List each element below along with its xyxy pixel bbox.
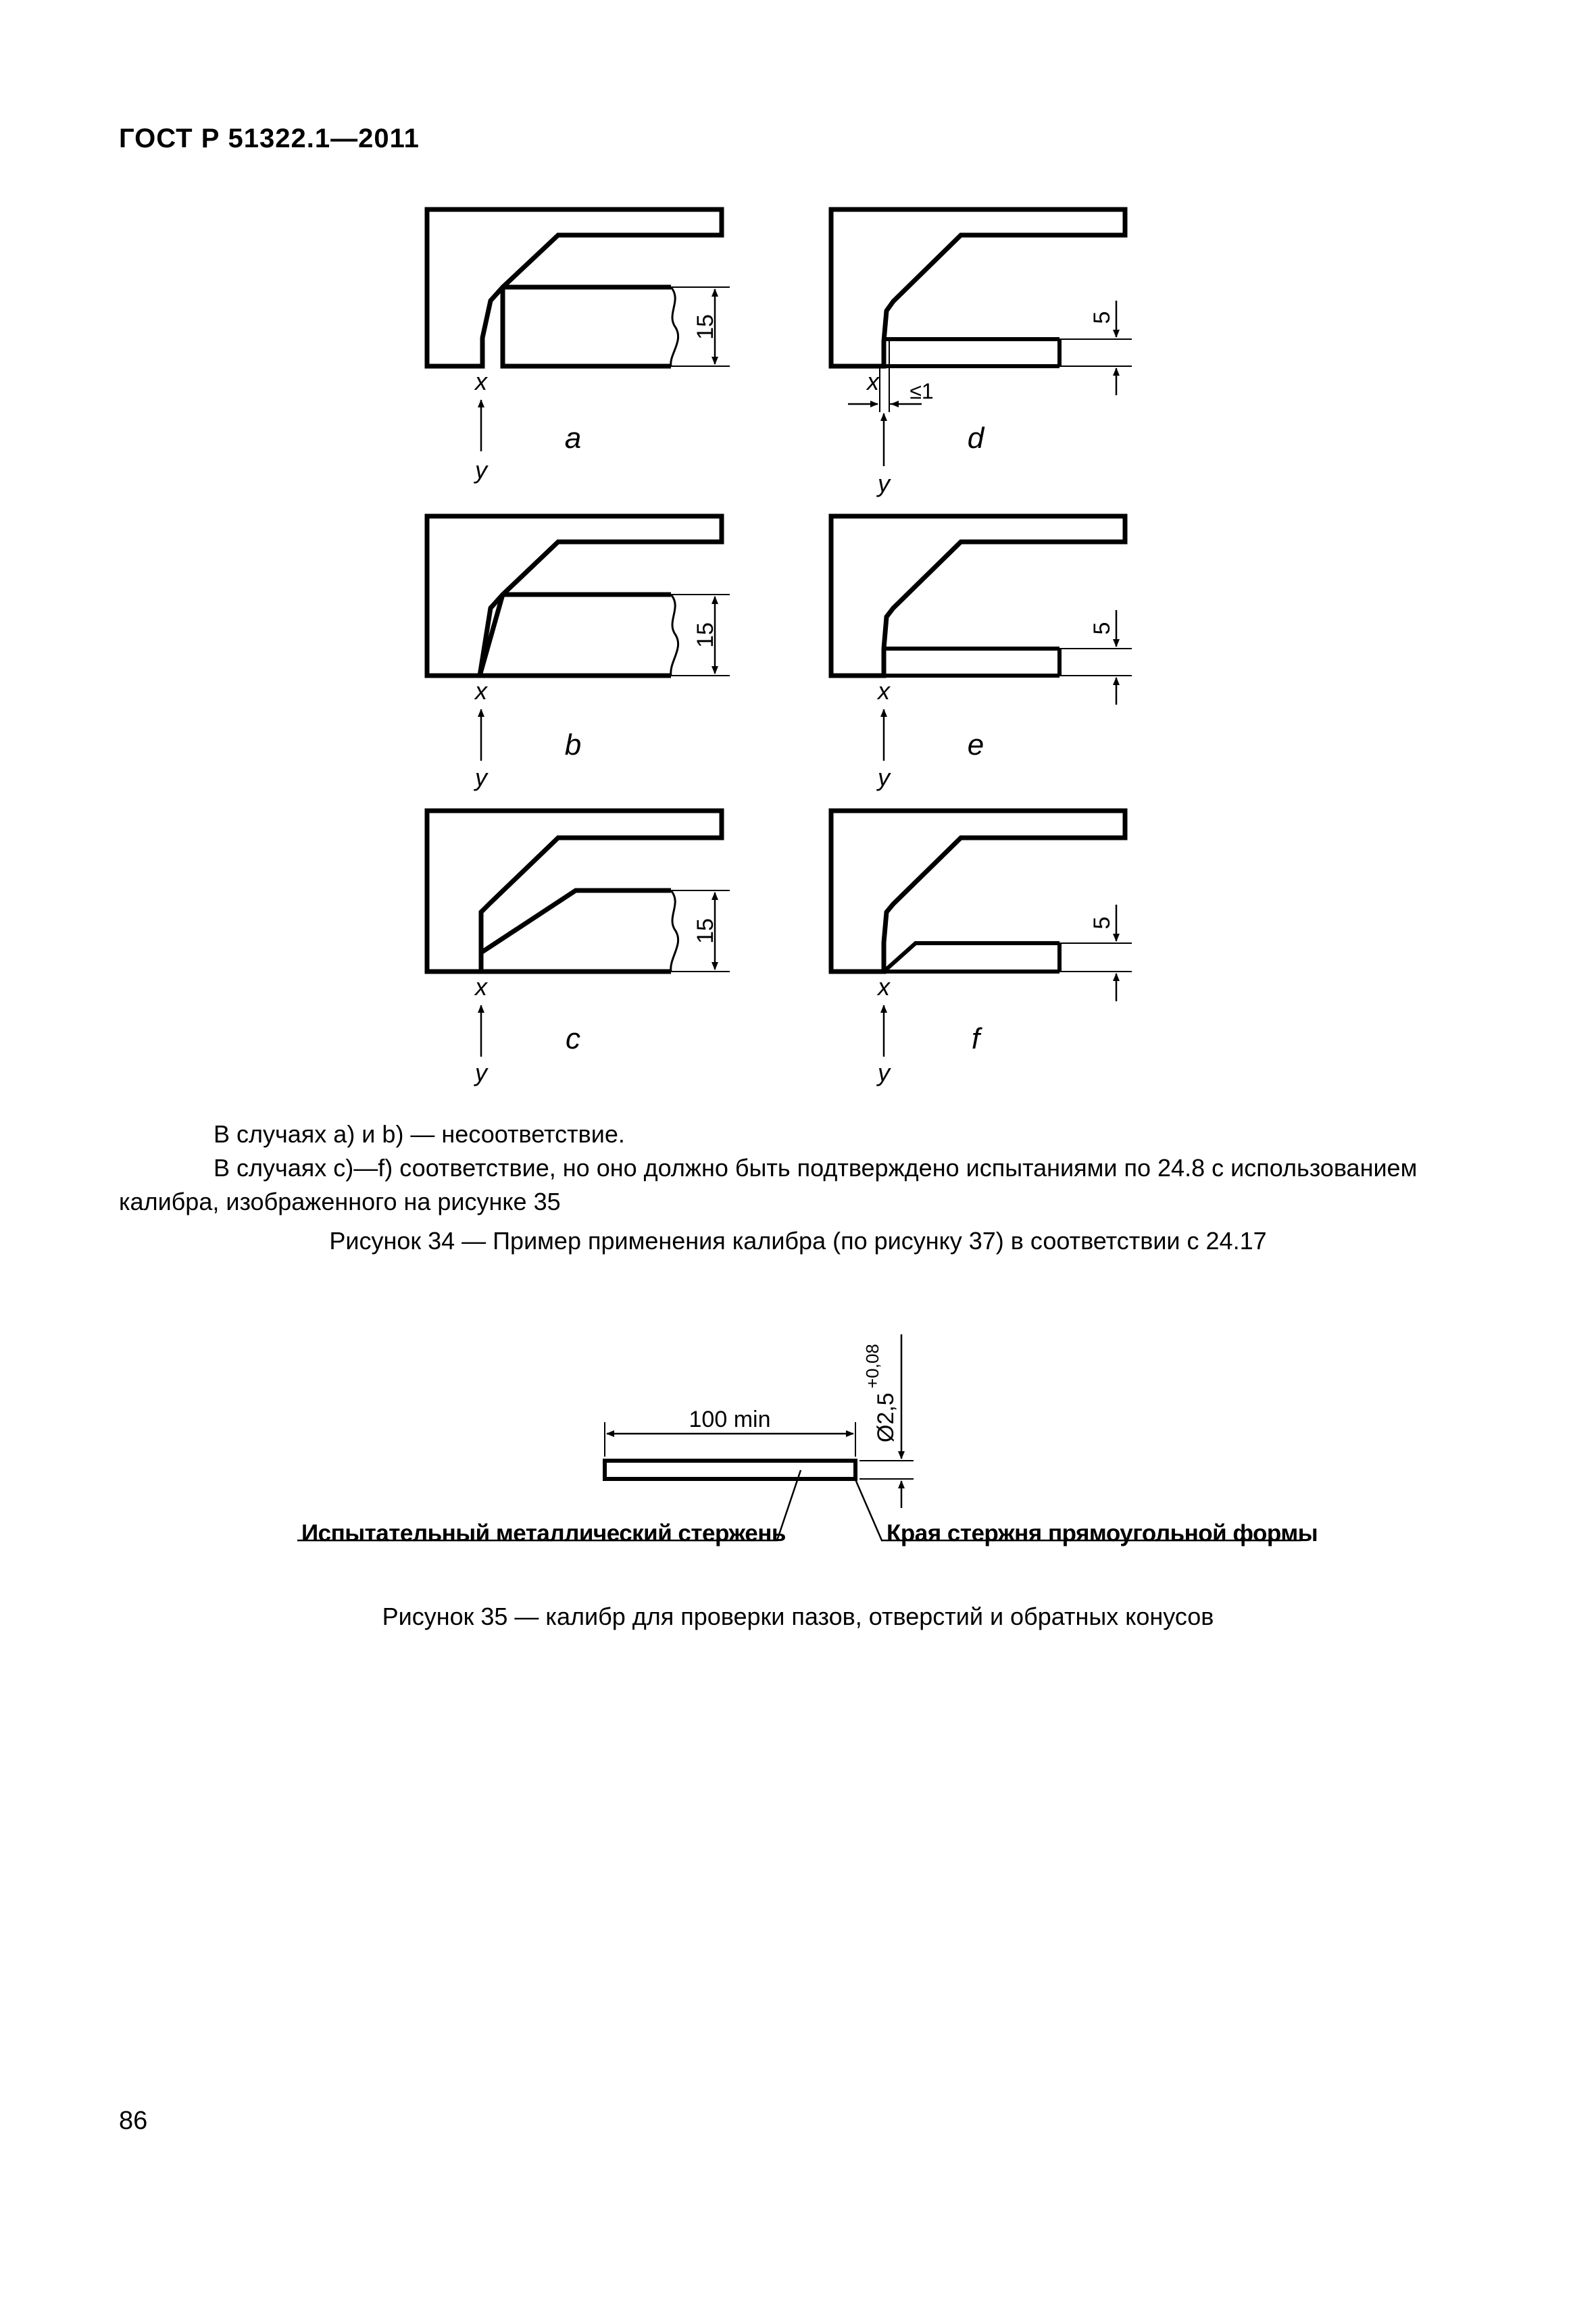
panel-a-x-label: x (475, 368, 487, 395)
rod-length-label: 100 min (689, 1407, 771, 1432)
panel-d-clearance: ≤1 (909, 379, 934, 403)
rod-diameter-tolerance: +0,08 (862, 1344, 882, 1388)
panel-e-x-label: x (878, 677, 890, 705)
note-nonconformity: В случаях а) и b) — несоответствие. (214, 1120, 625, 1148)
panel-c (427, 811, 730, 1086)
panel-b-x-label: x (475, 677, 487, 705)
note-conformity-continued: калибра, изображенного на рисунке 35 (119, 1188, 561, 1215)
figure-35-drawing (297, 1334, 1301, 1540)
panel-f-y-label: y (878, 1059, 890, 1086)
panel-f (831, 811, 1132, 1086)
panel-b-letter: b (564, 728, 582, 761)
panel-f-x-label: x (878, 973, 890, 1001)
page-number: 86 (119, 2107, 148, 2135)
note-conformity: В случаях с)—f) соответствие, но оно должно быть подтверждено испытаниями по 24.8 с использованием (214, 1154, 1418, 1182)
panel-c-letter: c (566, 1022, 580, 1055)
panel-e (831, 516, 1132, 791)
rod-diameter-label: Ø2,5 (873, 1392, 899, 1442)
panel-d-y-label: y (878, 470, 890, 497)
panel-e-y-label: y (878, 763, 890, 791)
panel-e-letter: e (967, 728, 984, 761)
panel-b-y-label: y (475, 763, 487, 791)
panel-d (831, 209, 1132, 497)
figure-35-caption: Рисунок 35 — калибр для проверки пазов, отверстий и обратных конусов (382, 1603, 1214, 1630)
panel-a-letter: a (564, 422, 582, 455)
panel-c-x-label: x (475, 973, 487, 1001)
panel-c-y-label: y (475, 1059, 487, 1086)
figure-34-caption: Рисунок 34 — Пример применения калибра (по рисунку 37) в соответствии с 24.17 (329, 1227, 1267, 1255)
panel-d-letter: d (967, 422, 984, 455)
panel-f-letter: f (971, 1022, 980, 1055)
document-header: ГОСТ Р 51322.1—2011 (119, 124, 420, 153)
rod-edges-label: Края стержня прямоугольной формы (887, 1520, 1318, 1546)
panel-a-dimension: 15 (693, 314, 718, 340)
panel-d-dimension: 5 (1089, 311, 1115, 324)
panel-b (427, 516, 730, 791)
panel-a (427, 209, 730, 484)
panel-f-dimension: 5 (1089, 916, 1115, 930)
test-rod-label: Испытательный металлический стержень (301, 1520, 786, 1546)
panel-d-x-label: x (867, 368, 879, 395)
panel-e-dimension: 5 (1089, 622, 1115, 635)
panel-b-dimension: 15 (693, 622, 718, 648)
panel-c-dimension: 15 (693, 918, 718, 944)
panel-a-y-label: y (475, 456, 487, 484)
